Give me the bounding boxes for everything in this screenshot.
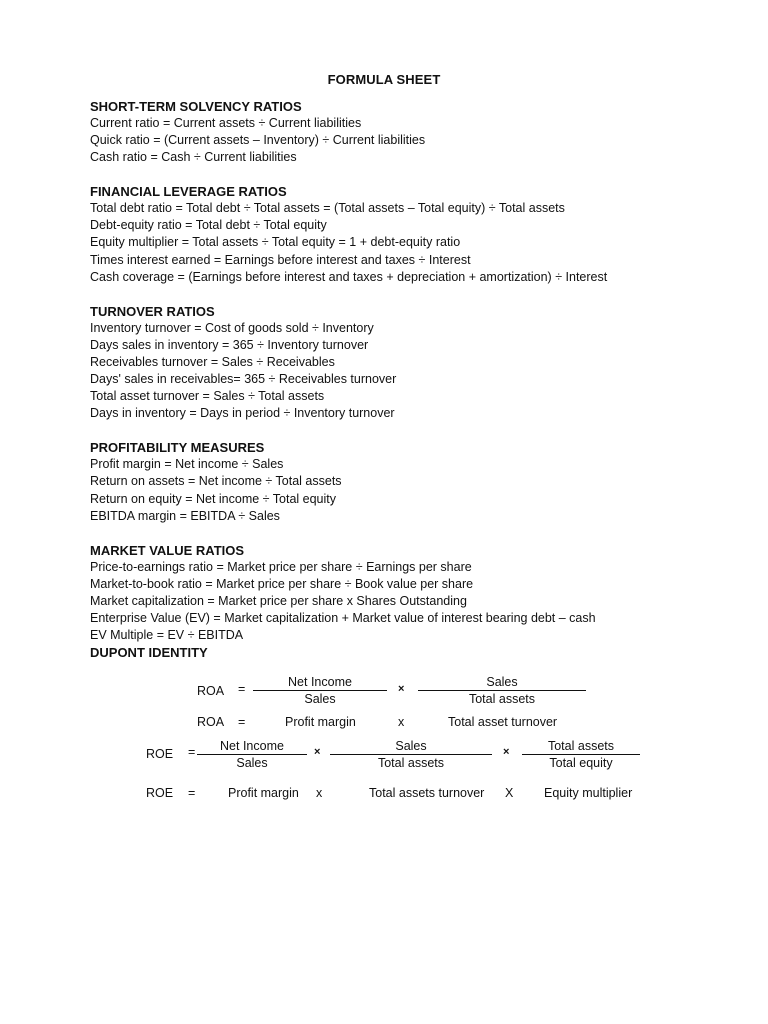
times-sign: × xyxy=(503,746,510,758)
formula-line: Return on assets = Net income ÷ Total assets xyxy=(90,474,342,489)
formula-line: Equity multiplier = Total assets ÷ Total equity = 1 + debt-equity ratio xyxy=(90,235,461,250)
fraction-net-income-over-sales xyxy=(197,738,307,771)
roa-label: ROA xyxy=(197,684,225,698)
numerator: Net Income xyxy=(288,675,352,689)
formula-line: Profit margin = Net income ÷ Sales xyxy=(90,457,284,472)
term-total-assets-turnover: Total assets turnover xyxy=(369,786,485,800)
section-heading: TURNOVER RATIOS xyxy=(90,303,215,319)
denominator: Total assets xyxy=(468,692,535,706)
formula-line: Quick ratio = (Current assets – Inventory) ÷ Current liabilities xyxy=(90,133,426,148)
section-heading: MARKET VALUE RATIOS xyxy=(90,542,245,558)
formula-line: Return on equity = Net income ÷ Total equity xyxy=(90,491,337,506)
section-heading: SHORT-TERM SOLVENCY RATIOS xyxy=(90,99,302,114)
roa-label: ROA xyxy=(197,715,225,729)
formula-line: Price-to-earnings ratio = Market price per share ÷ Earnings per share xyxy=(90,559,472,574)
denominator: Total equity xyxy=(549,756,613,770)
times-sign: x xyxy=(398,715,405,729)
section-turnover xyxy=(90,303,730,423)
formula-line: EV Multiple = EV ÷ EBITDA xyxy=(90,628,244,643)
section-heading: FINANCIAL LEVERAGE RATIOS xyxy=(90,184,287,200)
formula-line: Days' sales in receivables= 365 ÷ Receivables turnover xyxy=(90,372,397,387)
numerator: Sales xyxy=(486,675,518,689)
section-heading: PROFITABILITY MEASURES xyxy=(90,440,265,456)
formula-line: Days sales in inventory = 365 ÷ Inventory turnover xyxy=(90,337,369,352)
formula-line: Total asset turnover = Sales ÷ Total assets xyxy=(90,389,325,404)
term-equity-multiplier: Equity multiplier xyxy=(544,786,633,800)
denominator: Sales xyxy=(304,692,336,706)
formula-line: Receivables turnover = Sales ÷ Receivables xyxy=(90,354,335,369)
equals-sign: = xyxy=(238,682,246,696)
formula-line: Debt-equity ratio = Total debt ÷ Total equity xyxy=(90,218,327,233)
numerator: Net Income xyxy=(220,739,284,753)
formula-line: EBITDA margin = EBITDA ÷ Sales xyxy=(90,508,280,523)
roe-label: ROE xyxy=(146,786,174,800)
section-market-value xyxy=(90,542,730,644)
equals-sign: = xyxy=(238,715,246,729)
formula-content xyxy=(90,98,730,661)
term-profit-margin: Profit margin xyxy=(228,786,299,800)
denominator: Total assets xyxy=(377,756,444,770)
denominator: Sales xyxy=(236,756,268,770)
section-financial-leverage xyxy=(90,183,730,285)
formula-line: Market capitalization = Market price per share x Shares Outstanding xyxy=(90,593,467,608)
dupont-heading: DUPONT IDENTITY xyxy=(90,645,208,661)
fraction-sales-over-total-assets xyxy=(330,738,492,771)
numerator: Sales xyxy=(395,739,427,753)
formula-line: Cash coverage = (Earnings before interest and taxes + depreciation + amortization) ÷ Interest xyxy=(90,269,608,284)
times-sign: × xyxy=(314,746,321,758)
formula-line: Current ratio = Current assets ÷ Current liabilities xyxy=(90,116,362,130)
formula-line: Cash ratio = Cash ÷ Current liabilities xyxy=(90,150,297,165)
page-title: FORMULA SHEET xyxy=(327,72,441,87)
formula-line: Market-to-book ratio = Market price per share ÷ Book value per share xyxy=(90,576,474,591)
formula-line: Total debt ratio = Total debt ÷ Total assets = (Total assets – Total equity) ÷ Total assets xyxy=(90,201,565,216)
fraction-sales-over-total-assets xyxy=(418,674,586,707)
fraction-total-assets-over-total-equity xyxy=(522,738,640,771)
times-sign: x xyxy=(316,786,323,800)
numerator: Total assets xyxy=(547,739,614,753)
fraction-net-income-over-sales xyxy=(253,674,387,707)
equals-sign: = xyxy=(188,745,196,759)
equals-sign: = xyxy=(188,786,196,800)
formula-line: Times interest earned = Earnings before interest and taxes ÷ Interest xyxy=(90,252,471,267)
formula-line: Inventory turnover = Cost of goods sold ÷ Inventory xyxy=(90,320,374,335)
formula-line: Enterprise Value (EV) = Market capitalization + Market value of interest bearing debt – cash xyxy=(90,610,596,625)
roe-label: ROE xyxy=(146,747,174,761)
term-profit-margin: Profit margin xyxy=(285,715,356,729)
formula-line: Days in inventory = Days in period ÷ Inventory turnover xyxy=(90,406,395,421)
section-short-term-solvency xyxy=(90,98,730,166)
section-profitability xyxy=(90,439,730,524)
times-sign: X xyxy=(505,786,514,800)
term-total-asset-turnover: Total asset turnover xyxy=(448,715,558,729)
times-sign: × xyxy=(398,683,405,695)
